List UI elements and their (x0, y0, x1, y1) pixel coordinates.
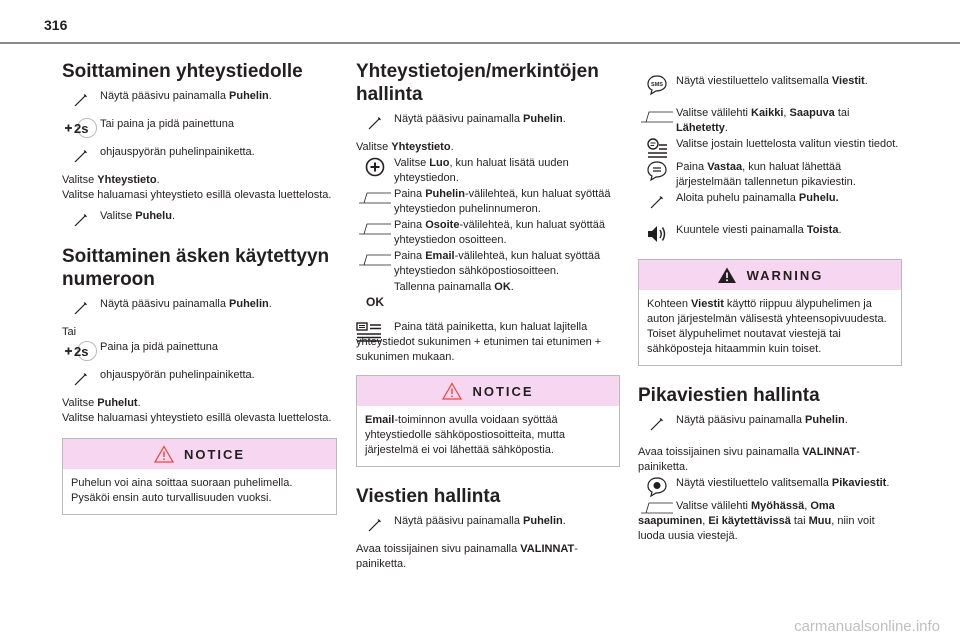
notice-box (356, 375, 620, 467)
tab-icon (356, 249, 394, 271)
press-hold-2s-icon (62, 117, 100, 139)
notice-box (62, 438, 337, 515)
section-title-contact-management: Yhteystietojen/merkintöjen hallinta (356, 61, 599, 105)
step-row (356, 249, 620, 279)
notice-header (63, 439, 336, 469)
section-title-recent-number: Soittaminen äsken käytettyyn numeroon (62, 246, 330, 290)
warning-triangle-icon (442, 382, 462, 400)
warning-title: WARNING (746, 267, 824, 283)
step-row (62, 297, 337, 319)
notice-title: NOTICE (472, 383, 534, 399)
step-text: Valitse Luo, kun haluat lisätä uuden yhteystiedon. (394, 157, 569, 184)
press-hold-2s-icon (62, 340, 100, 362)
press-icon (638, 413, 676, 435)
step-row (62, 368, 337, 390)
step-text: Tai paina ja pidä painettuna (100, 118, 234, 130)
two-seconds-label: 2s (74, 121, 89, 136)
press-icon (62, 89, 100, 111)
sms-label: SMS (651, 82, 663, 88)
quick-message-icon (638, 476, 676, 498)
step-row (638, 137, 902, 159)
warning-box (638, 259, 902, 366)
tab-icon (638, 106, 676, 128)
step-text: Näytä pääsivu painamalla Puhelin. (394, 515, 566, 527)
paragraph: Avaa toissijainen sivu painamalla VALINNAT-painiketta. (638, 446, 860, 473)
warning-triangle-icon (154, 445, 174, 463)
watermark: carmanualsonline.info (794, 618, 940, 635)
tab-icon (356, 218, 394, 240)
step-text: Näytä pääsivu painamalla Puhelin. (394, 113, 566, 125)
step-row (638, 160, 902, 190)
header-rule (0, 42, 960, 44)
step-text: Kuuntele viesti painamalla Toista. (676, 224, 842, 236)
step-text: Paina ja pidä painettuna (100, 341, 219, 353)
step-row (62, 209, 337, 231)
sms-message-icon (638, 74, 676, 96)
step-text: ohjauspyörän puhelinpainiketta. (100, 146, 255, 158)
add-circle-icon (356, 156, 394, 178)
paragraph: Tai (62, 326, 77, 338)
step-row (356, 218, 620, 248)
notice-header (357, 376, 619, 406)
step-text: Paina Puhelin-välilehteä, kun haluat syöttää yhteystiedon puhelinnumeron. (394, 188, 611, 215)
step-text: Paina Email-välilehteä, kun haluat syöttää yhteystiedon sähköpostiosoitteen. (394, 250, 601, 277)
two-seconds-label: 2s (74, 344, 89, 359)
page-number: 316 (44, 17, 68, 33)
press-icon (62, 368, 100, 390)
step-text: Näytä viestiluettelo valitsemalla Pikaviestit. (676, 477, 890, 489)
tab-icon (356, 187, 394, 209)
step-text: Aloita puhelu painamalla Puhelu. (676, 192, 839, 204)
column-3 (638, 74, 902, 550)
step-row (638, 476, 902, 498)
notice-title: NOTICE (183, 446, 246, 462)
step-text: Näytä pääsivu painamalla Puhelin. (676, 414, 848, 426)
step-text: Valitse Puhelu. (100, 210, 175, 222)
warning-body: Kohteen Viestit käyttö riippuu älypuhelimen ja auton järjestelmän välisestä yhteensopivuudesta. Toiset älypuhelimet noutavat viestejä tai sähköposteja hitaammin kuin toiset. (647, 298, 887, 355)
step-row (62, 89, 337, 111)
step-text: Näytä viestiluettelo valitsemalla Viestit. (676, 75, 868, 87)
ok-label: OK (366, 295, 384, 309)
step-row (356, 187, 620, 217)
press-icon (356, 514, 394, 536)
step-row (638, 223, 902, 245)
step-row (356, 514, 620, 536)
warning-triangle-icon (717, 266, 737, 284)
message-details-icon (638, 137, 676, 159)
press-icon (62, 297, 100, 319)
step-text: ohjauspyörän puhelinpainiketta. (100, 369, 255, 381)
tab-icon (640, 502, 674, 519)
step-text: Tallenna painamalla OK. (394, 281, 514, 293)
paragraph: Valitse välilehti Myöhässä, Oma saapuminen, Ei käytettävissä tai Muu, niin voit luoda uusia viestejä. (638, 500, 875, 542)
paragraph: Avaa toissijainen sivu painamalla VALINNAT-painiketta. (356, 543, 578, 570)
step-row (638, 74, 902, 96)
step-row (638, 106, 902, 136)
column-2 (356, 60, 620, 578)
paragraph: Valitse Puhelut. Valitse haluamasi yhteystieto esillä olevasta luettelosta. (62, 397, 332, 424)
section-title-messages: Viestien hallinta (356, 486, 501, 507)
step-text: Paina Osoite-välilehteä, kun haluat syöttää yhteystiedon osoitteen. (394, 219, 605, 246)
warning-header (639, 260, 901, 290)
step-text: Valitse jostain luettelosta valitun viestin tiedot. (676, 138, 899, 150)
step-row (356, 112, 620, 134)
step-text: Paina Vastaa, kun haluat lähettää järjestelmään tallennetun pikaviestin. (676, 161, 856, 188)
step-text: Näytä pääsivu painamalla Puhelin. (100, 90, 272, 102)
paragraph: Paina tätä painiketta, kun haluat lajitella yhteystiedot sukunimen + etunimen tai etunimen + sukunimen mukaan. (356, 321, 602, 363)
step-row (638, 413, 902, 435)
ok-icon (356, 280, 394, 310)
notice-body: Email-toiminnon avulla voidaan syöttää yhteystiedolle sähköpostiosoitteita, mutta järjestelmä ei voi lähettää sähköpostia. (365, 414, 565, 456)
step-row (62, 340, 337, 362)
press-icon (62, 209, 100, 231)
speaker-icon (638, 223, 676, 245)
step-row (356, 280, 620, 310)
press-icon (62, 145, 100, 167)
sort-contacts-icon (356, 322, 382, 347)
notice-body: Puhelun voi aina soittaa suoraan puhelimella. Pysäköi ensin auto turvallisuuden vuoksi. (71, 477, 293, 504)
step-row (62, 145, 337, 167)
step-row (62, 117, 337, 139)
paragraph: Valitse Yhteystieto. Valitse haluamasi yhteystieto esillä olevasta luettelosta. (62, 174, 332, 201)
paragraph: Valitse Yhteystieto. (356, 141, 454, 153)
section-title-quick-messages: Pikaviestien hallinta (638, 385, 820, 406)
step-row (356, 156, 620, 186)
step-row (638, 191, 902, 213)
reply-message-icon (638, 160, 676, 182)
section-title-call-contact: Soittaminen yhteystiedolle (62, 61, 303, 82)
column-1 (62, 60, 337, 529)
press-icon (638, 191, 676, 213)
step-text: Valitse välilehti Kaikki, Saapuva tai Lähetetty. (676, 107, 850, 134)
press-icon (356, 112, 394, 134)
step-text: Näytä pääsivu painamalla Puhelin. (100, 298, 272, 310)
